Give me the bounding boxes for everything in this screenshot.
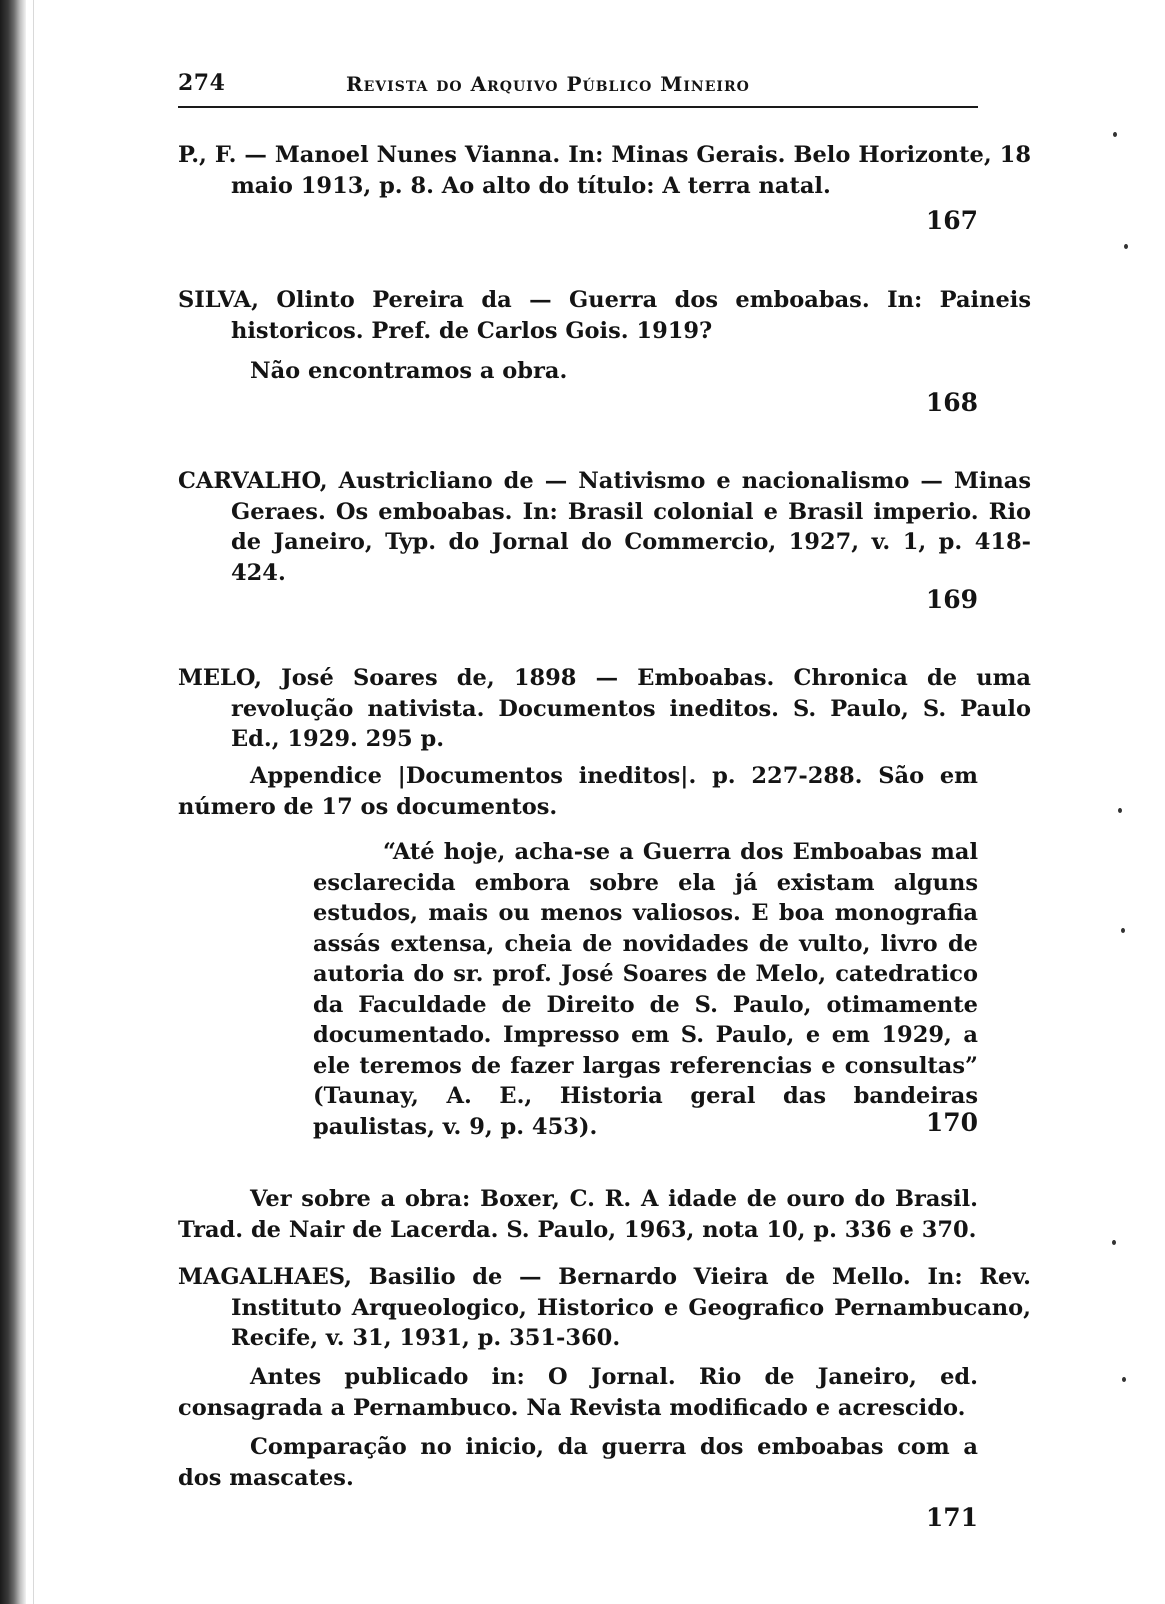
scan-speck — [1112, 1240, 1116, 1245]
entry-171-note-1: Antes publicado in: O Jornal. Rio de Janeiro, ed. consagrada a Pernambuco. Na Revista modificado e acrescido. — [178, 1364, 978, 1421]
entry-171-pre-note: Ver sobre a obra: Boxer, C. R. A idade de ouro do Brasil. Trad. de Nair de Lacerda. S. Paulo, 1963, nota 10, p. 336 e 370. — [178, 1186, 978, 1243]
entry-170-quote: “Até hoje, acha-se a Guerra dos Emboabas mal esclarecida embora sobre ela já existam alguns estudos, mais ou menos valiosos. E boa monografia assás extensa, cheia de novidades de vulto, livro de autoria do sr. prof. José Soares de Melo, catedratico da Faculdade de Direito de S. Paulo, otimamente documentado. Impresso em S. Paulo, e em 1929, a ele teremos de fazer largas referencias e consultas” (Taunay, A. E., Historia geral das bandeiras paulistas, v. 9, p. 453). — [313, 839, 978, 1140]
entry-167-number: 167 — [925, 206, 978, 235]
scan-speck — [1118, 808, 1122, 813]
entry-168-number: 168 — [925, 388, 978, 417]
entry-170-note: Appendice |Documentos ineditos|. p. 227-288. São em número de 17 os documentos. — [178, 763, 978, 820]
entry-167-citation: P., F. — Manoel Nunes Vianna. In: Minas Gerais. Belo Horizonte, 18 maio 1913, p. 8. Ao alto do título: A terra natal. — [178, 142, 1031, 199]
header-rule — [178, 106, 978, 108]
entry-171-number: 171 — [925, 1503, 978, 1532]
entry-169-number: 169 — [925, 585, 978, 614]
entry-170-citation: MELO, José Soares de, 1898 — Emboabas. Chronica de uma revolução nativista. Documentos ineditos. S. Paulo, S. Paulo Ed., 1929. 295 p. — [178, 665, 1031, 752]
entry-168-citation: SILVA, Olinto Pereira da — Guerra dos emboabas. In: Paineis historicos. Pref. de Carlos Gois. 1919? — [178, 287, 1031, 344]
gutter-line — [33, 0, 34, 1604]
running-title: Revista do Arquivo Público Mineiro — [346, 72, 750, 96]
scan-speck — [1122, 1377, 1126, 1382]
page-number: 274 — [178, 70, 226, 96]
entry-171-citation: MAGALHAES, Basilio de — Bernardo Vieira de Mello. In: Rev. Instituto Arqueologico, Historico e Geografico Pernambucano, Recife, v. 31, 1931, p. 351-360. — [178, 1264, 1031, 1351]
book-binding-edge — [0, 0, 26, 1604]
page-header — [178, 70, 978, 104]
scan-speck — [1113, 132, 1117, 137]
entry-169-citation: CARVALHO, Austricliano de — Nativismo e nacionalismo — Minas Geraes. Os emboabas. In: Brasil colonial e Brasil imperio. Rio de Janeiro, Typ. do Jornal do Commercio, 1927, v. 1, p. 418-424. — [178, 468, 1031, 586]
scan-speck — [1124, 244, 1128, 249]
entry-171-note-2: Comparação no inicio, da guerra dos emboabas com a dos mascates. — [178, 1434, 978, 1491]
entry-168-note: Não encontramos a obra. — [250, 358, 568, 384]
entry-170-number: 170 — [925, 1108, 978, 1137]
scan-speck — [1121, 928, 1125, 933]
